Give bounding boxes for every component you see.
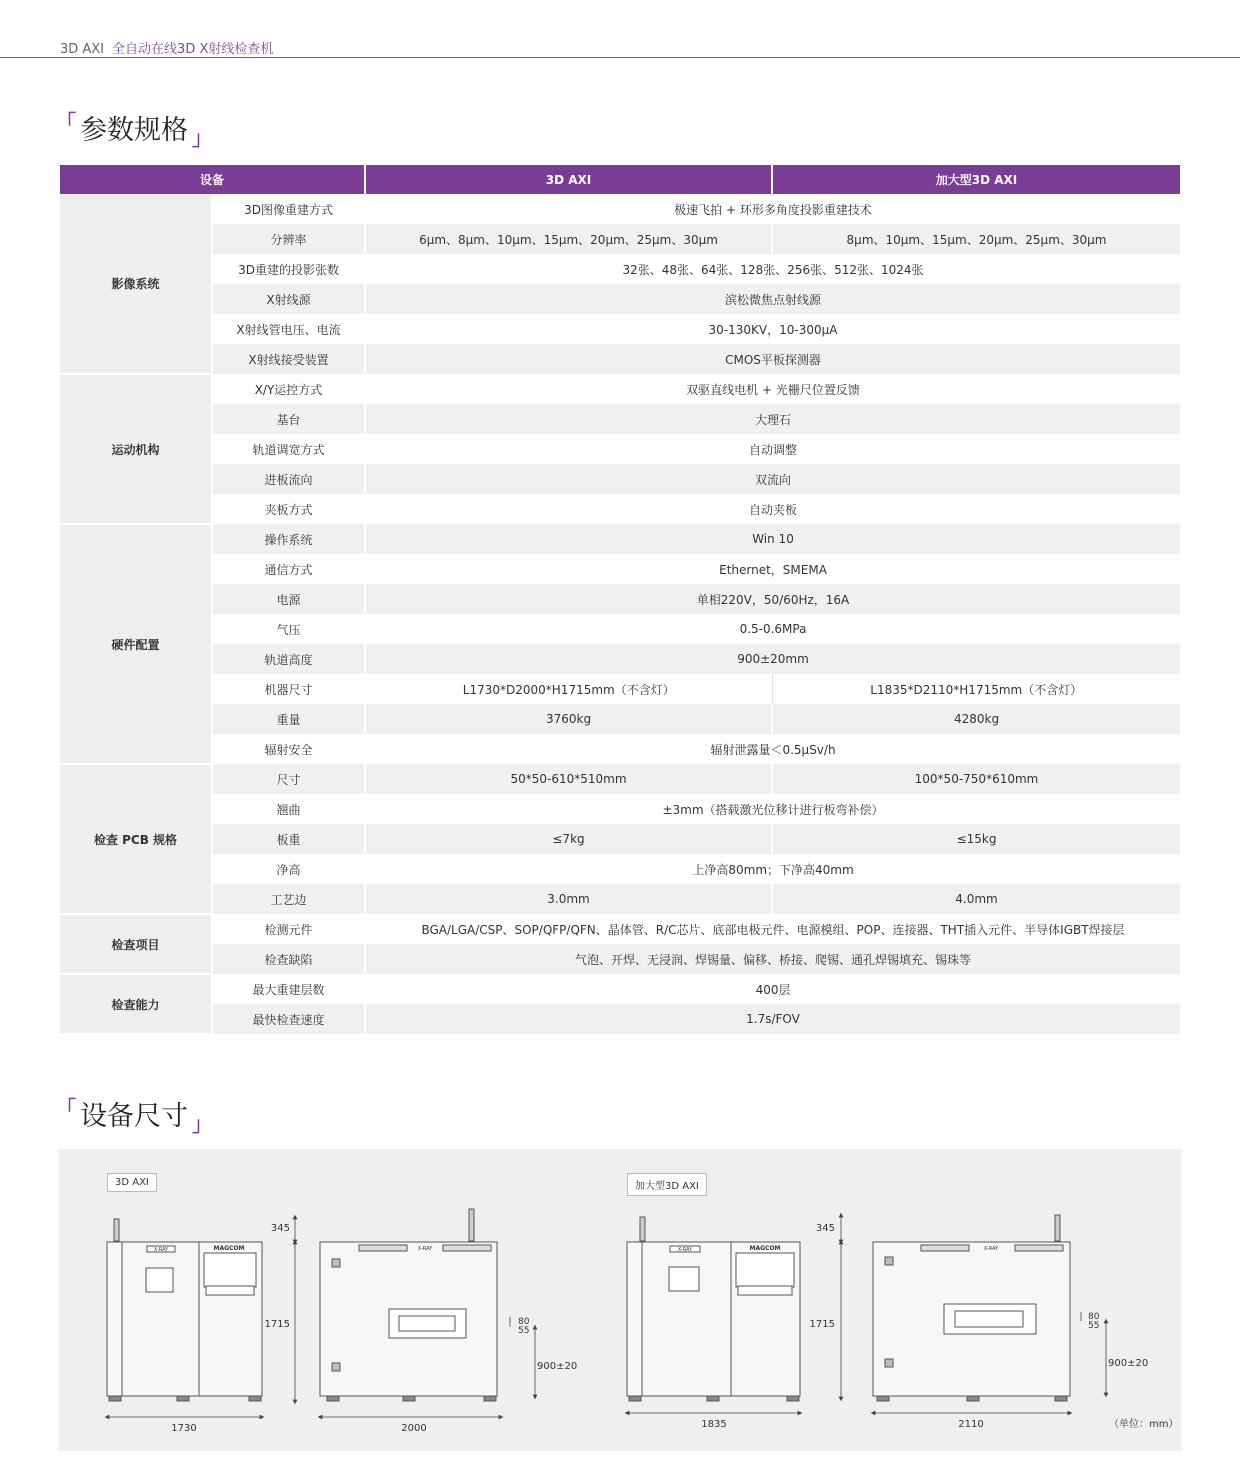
front-b-brand-text: MAGCOM [749,1245,781,1252]
table-row: 最快检查速度 1.7s/FOV [60,1004,1180,1034]
category-imaging: 影像系统 [60,194,212,374]
table-row: 气压 0.5-0.6MPa [60,614,1180,644]
front-b-xray-text: X-RAY [677,1247,693,1253]
model-a-height: 1715 [264,1319,290,1330]
category-hardware: 硬件配置 [60,524,212,764]
table-row: 净高 上净高80mm；下净高40mm [60,854,1180,884]
table-row: 轨道调宽方式 自动调整 [60,434,1180,464]
model-b-height: 1715 [809,1319,835,1330]
model-a-label: 3D AXI [107,1173,157,1192]
table-row: 通信方式 Ethernet，SMEMA [60,554,1180,584]
spec-table [60,165,1180,1035]
page-header [60,38,273,57]
model-a-d2: 55 [518,1326,530,1336]
table-row: 硬件配置 操作系统 Win 10 [60,524,1180,554]
model-a-lamp: 345 [270,1223,290,1234]
header-3d-axi: 3D AXI [365,165,772,194]
front-a-xray-text: X-RAY [153,1247,169,1253]
table-row: 检查 PCB 规格 尺寸 50*50-610*510mm 100*50-750*610mm [60,764,1180,794]
table-row: 工艺边 3.0mm 4.0mm [60,884,1180,914]
model-a-d1: 80 [518,1317,530,1327]
category-pcb: 检查 PCB 规格 [60,764,212,914]
table-row: 进板流向 双流向 [60,464,1180,494]
table-row: 板重 ≤7kg ≤15kg [60,824,1180,854]
model-b-lamp: 345 [815,1223,835,1234]
table-row: 基台 大理石 [60,404,1180,434]
table-row: 3D重建的投影张数 32张、48张、64张、128张、256张、512张、1024张 [60,254,1180,284]
header-device: 设备 [60,165,365,194]
bracket-open: 「 [56,110,76,134]
model-b-width: 1835 [701,1419,727,1430]
bracket-open: 「 [56,1096,76,1120]
bracket-close: 」 [192,126,212,150]
table-row: 检查能力 最大重建层数 400层 [60,974,1180,1004]
dim-section-title: 「 设备尺寸 」 [56,1094,212,1137]
header-product: 3D AXI [60,42,105,57]
model-a-rail: 900±20 [537,1361,578,1372]
category-items: 检查项目 [60,914,212,974]
category-capability: 检查能力 [60,974,212,1034]
table-row: 检查缺陷 气泡、开焊、无浸润、焊锡量、偏移、桥接、爬锡、通孔焊锡填充、锡珠等 [60,944,1180,974]
unit-note: （单位：mm） [1109,1419,1179,1430]
category-motion: 运动机构 [60,374,212,524]
table-row: X射线接受装置 CMOS平板探测器 [60,344,1180,374]
model-b-d1: 80 [1088,1312,1100,1322]
table-row: 辐射安全 辐射泄露量＜0.5μSv/h [60,734,1180,764]
table-row: 翘曲 ±3mm（搭载激光位移计进行板弯补偿） [60,794,1180,824]
table-row: 运动机构 X/Y运控方式 双驱直线电机 + 光栅尺位置反馈 [60,374,1180,404]
table-row: 检查项目 检测元件 BGA/LGA/CSP、SOP/QFP/QFN、晶体管、R/C芯片、底部电极元件、电源模组、POP、连接器、THT插入元件、半导体IGBT焊接层 [60,914,1180,944]
header-divider [0,57,1240,58]
table-row: 影像系统 3D图像重建方式 极速飞拍 + 环形多角度投影重建技术 [60,194,1180,224]
header-large-3d-axi: 加大型3D AXI [772,165,1180,194]
dimension-panel [59,1149,1181,1451]
side-view-b [873,1215,1070,1401]
table-row: 重量 3760kg 4280kg [60,704,1180,734]
bracket-close: 」 [192,1112,212,1136]
model-b-d2: 55 [1088,1321,1100,1331]
front-a-brand-text: MAGCOM [213,1245,245,1252]
model-b-rail: 900±20 [1108,1358,1149,1369]
model-b-label: 加大型3D AXI [627,1173,707,1196]
table-header-row [60,165,1180,194]
table-row: 轨道高度 900±20mm [60,644,1180,674]
table-row: X射线管电压、电流 30-130KV，10-300μA [60,314,1180,344]
table-row: X射线源 滨松微焦点射线源 [60,284,1180,314]
dimension-drawings [59,1149,1181,1451]
table-row: 机器尺寸 L1730*D2000*H1715mm（不含灯） L1835*D2110*H1715mm（不含灯） [60,674,1180,704]
model-a-depth: 2000 [401,1423,427,1434]
table-row: 电源 单相220V，50/60Hz，16A [60,584,1180,614]
side-a-xray-text: X-RAY [417,1246,433,1252]
model-a-width: 1730 [171,1423,197,1434]
side-b-xray-text: X-RAY [983,1246,999,1252]
table-row: 夹板方式 自动夹板 [60,494,1180,524]
header-subtitle: 全自动在线3D X射线检查机 [112,42,274,57]
model-b-depth: 2110 [958,1419,984,1430]
spec-section-title: 「 参数规格 」 [56,108,212,151]
table-row: 分辨率 6μm、8μm、10μm、15μm、20μm、25μm、30μm 8μm、10μm、15μm、20μm、25μm、30μm [60,224,1180,254]
side-view-a [320,1209,497,1401]
